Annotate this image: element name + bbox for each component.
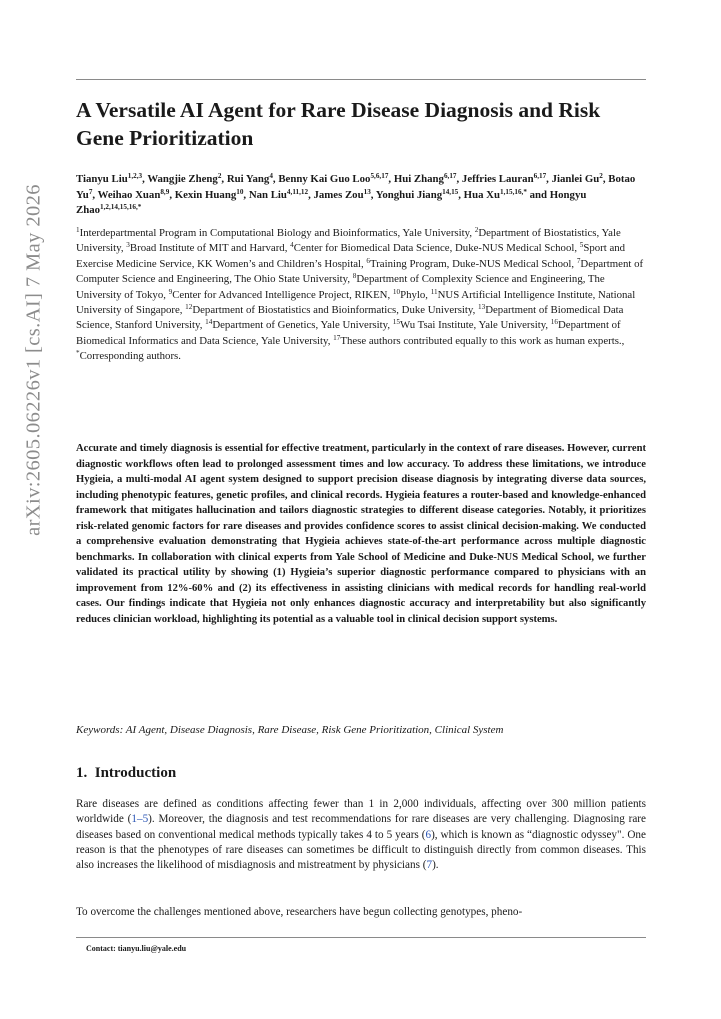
author-name: Benny Kai Guo Loo (278, 173, 371, 185)
section-number: 1. (76, 765, 88, 781)
author-name: Nan Liu (248, 188, 287, 201)
author-name: Botao Yu (76, 173, 636, 201)
author-affiliation-marker: 10 (236, 187, 244, 196)
intro-text: ). (432, 859, 439, 872)
author-affiliation-marker: 13 (363, 187, 371, 196)
author-affiliation-marker: 4 (269, 172, 273, 180)
keywords: Keywords: AI Agent, Disease Diagnosis, Rare Disease, Risk Gene Prioritization, Clinical System (76, 724, 504, 736)
author-affiliation-marker: 5,6,17 (370, 172, 389, 180)
affiliation-marker: 16 (550, 318, 558, 327)
affiliation-text: Center for Advanced Intelligence Project, RIKEN, (172, 288, 391, 301)
affiliation-marker: 6 (366, 256, 370, 265)
affiliation-text: Department of Biostatistics, Yale University, (76, 227, 621, 255)
affiliation-marker: 11 (430, 287, 438, 296)
author-list: Tianyu Liu$^{1,2,3}$, Wangjie Zheng$^2$, Rui Yang$^4$, Benny Kai Guo Loo$^{5,6,17}$, Hui Zhang$^{6,17}$, Jeffries Lauran$^{6,17}$, Jianlei Gu$^2$, Botao Yu$^7$, Weihao Xuan$^{8,9}$, Kexin Huang$^{10}$, Nan Liu$^{4,11,12}$, James Zou$^{13}$, Yonghui Jiang$^{14,15}$, Hua $Xu^{1,15,16,*}$ and Hongyu Zhao$^{1,2,14,15,16,*}$ (76, 172, 636, 217)
intro-paragraph-2: To overcome the challenges mentioned above, researchers have begun collecting genotypes, pheno- (76, 906, 523, 918)
author-name: James Zou (313, 188, 364, 201)
author-name: Yonghui Jiang (375, 188, 443, 201)
author-name: Hongyu Zhao (76, 188, 587, 217)
affiliation-text: Department of Genetics, Yale University, (212, 319, 391, 332)
affiliation-marker: 12 (185, 303, 193, 312)
top-rule (76, 79, 646, 80)
intro-text: Rare diseases are defined as conditions affecting fewer than 1 in 2,000 individuals, affecting over 300 million patients worldwide ( (76, 798, 646, 826)
affiliation-marker: 4 (290, 241, 294, 250)
affiliation-text: NUS Artificial Intelligence Institute, National University of Singapore, (76, 288, 636, 317)
paper-title: A Versatile AI Agent for Rare Disease Diagnosis and Risk Gene Prioritization (76, 98, 601, 150)
author-affiliation-marker: 7 (88, 187, 93, 196)
author-name: Jeffries Lauran (461, 173, 534, 185)
affiliation-marker: 1 (76, 226, 80, 234)
author-affiliation-marker: 1,15,16,* (499, 187, 527, 196)
citation-link[interactable]: 7 (426, 859, 433, 872)
affiliation-text: Center for Biomedical Data Science, Duke-NUS Medical School, (293, 242, 578, 255)
citation-link[interactable]: 6 (425, 828, 432, 841)
affiliation-text: Corresponding authors. (79, 350, 181, 363)
affiliation-marker: * (76, 349, 80, 358)
intro-text: ), which is known as “diagnostic odyssey". One reason is that the phenotypes of rare diseases can sometimes be difficult to distinguish directly from common diseases. This also increases the likelihood of misdiagnosis and mistreatment by physicians ( (76, 828, 646, 872)
author-affiliation-marker: 2 (217, 172, 222, 180)
affiliation-marker: 10 (392, 287, 401, 296)
affiliation-text: Department of Biomedical Data Science, Stanford University, (76, 304, 624, 332)
affiliation-marker: 15 (392, 318, 400, 327)
affiliation-text: Department of Computer Science and Engineering, The Ohio State University, (76, 257, 644, 286)
affiliation-text: Training Program, Duke-NUS Medical School, (369, 257, 575, 270)
author-affiliation-marker: 14,15 (442, 187, 459, 196)
author-name: Jianlei Gu (551, 173, 600, 185)
intro-text: ). Moreover, the diagnosis and test recommendations for rare diseases are very challenging. Diagnosing rare diseases based on conventional medical methods typically takes 4 to 5 years ( (76, 813, 646, 841)
author-name: Tianyu Liu (76, 173, 128, 185)
author-affiliation-marker: 1,2,14,15,16,* (100, 203, 142, 212)
author-name: Kexin Huang (174, 188, 237, 201)
author-affiliation-marker: 1,2,3 (127, 172, 143, 180)
section-heading-introduction (76, 765, 176, 782)
author-name: Hui Zhang (393, 173, 444, 185)
affiliation-text: These authors contributed equally to this work as human experts., (340, 334, 625, 347)
affiliation-text: Phylo, (400, 288, 428, 301)
author-affiliation-marker: 6,17 (533, 172, 547, 180)
affiliation-text: Wu Tsai Institute, Yale University, (399, 319, 549, 332)
affiliation-marker: 14 (205, 318, 213, 327)
affiliation-marker: 9 (168, 287, 173, 296)
affiliation-list (76, 226, 648, 365)
affiliation-text: Department of Complexity Science and Engineering, The University of Tokyo, (76, 273, 605, 301)
author-affiliation-marker: 6,17 (443, 172, 457, 180)
section-title: Introduction (94, 765, 177, 781)
author-name: Rui Yang (226, 173, 270, 185)
affiliation-marker: 5 (579, 241, 584, 250)
author-affiliation-marker: 2 (599, 172, 603, 180)
affiliation-marker: 13 (478, 303, 486, 312)
affiliation-marker: 7 (576, 256, 581, 265)
affiliation-marker: 2 (474, 226, 479, 234)
citation-link[interactable]: 1–5 (131, 813, 149, 826)
author-name: Wangjie Zheng (147, 173, 218, 185)
contact-footnote: Contact: tianyu.liu@yale.edu (86, 944, 187, 953)
affiliation-marker: 17 (333, 333, 341, 342)
author-name: Weihao Xuan (97, 188, 161, 201)
author-name: Hua Xu (463, 188, 500, 201)
affiliation-text: Department of Biostatistics and Bioinformatics, Duke University, (192, 304, 476, 317)
affiliation-marker: 3 (126, 241, 130, 250)
affiliation-text: Interdepartmental Program in Computational Biology and Bioinformatics, Yale University, (79, 227, 473, 239)
affiliation-text: Department of Biomedical Informatics and Data Science, Yale University, (76, 319, 621, 347)
affiliation-marker: 8 (352, 272, 357, 281)
affiliation-text: Sport and Exercise Medicine Service, KK Women’s and Children’s Hospital, (76, 242, 626, 270)
intro-paragraph-1 (76, 797, 646, 873)
arxiv-sidebar (4, 184, 64, 536)
author-affiliation-marker: 4,11,12 (286, 187, 309, 196)
affiliation-text: Broad Institute of MIT and Harvard, (129, 242, 288, 255)
author-affiliation-marker: 8,9 (160, 187, 170, 196)
footnote-rule (76, 937, 646, 938)
abstract: Accurate and timely diagnosis is essential for effective treatment, particularly in the context of rare diseases. However, current diagnostic workflows often lead to prolonged assessment times and low accuracy. To address these limitations, we introduce Hygieia, a multi-modal AI agent system designed to support precision disease diagnosis by integrating diverse data sources, including phenotypic features, genetic profiles, and clinical records. Hygieia features a router-based and knowledge-enhanced framework that mitigates hallucination and tailors diagnostic strategies to different disease categories. Notably, it prioritizes risk-related genomic factors for rare diseases and provides confidence scores to assist clinical decision-making. We conducted a comprehensive evaluation demonstrating that Hygieia achieves state-of-the-art performance across multiple diagnostic benchmarks. In collaboration with clinical experts from Yale School of Medicine and Duke-NUS Medical School, we further validated its practical utility by showing (1) Hygieia’s superior diagnostic performance compared to physicians with an improvement from 12%-60% and (2) its effectiveness in assisting clinicians with medical records for handling real-world cases. Our findings indicate that Hygieia not only enhances diagnostic accuracy and interpretability but also significantly reduces clinician workload, highlighting its potential as a valuable tool in clinical decision support systems. (76, 443, 646, 626)
arxiv-identifier: arXiv:2605.06226v1 [cs.AI] 7 May 2026 (22, 184, 45, 536)
